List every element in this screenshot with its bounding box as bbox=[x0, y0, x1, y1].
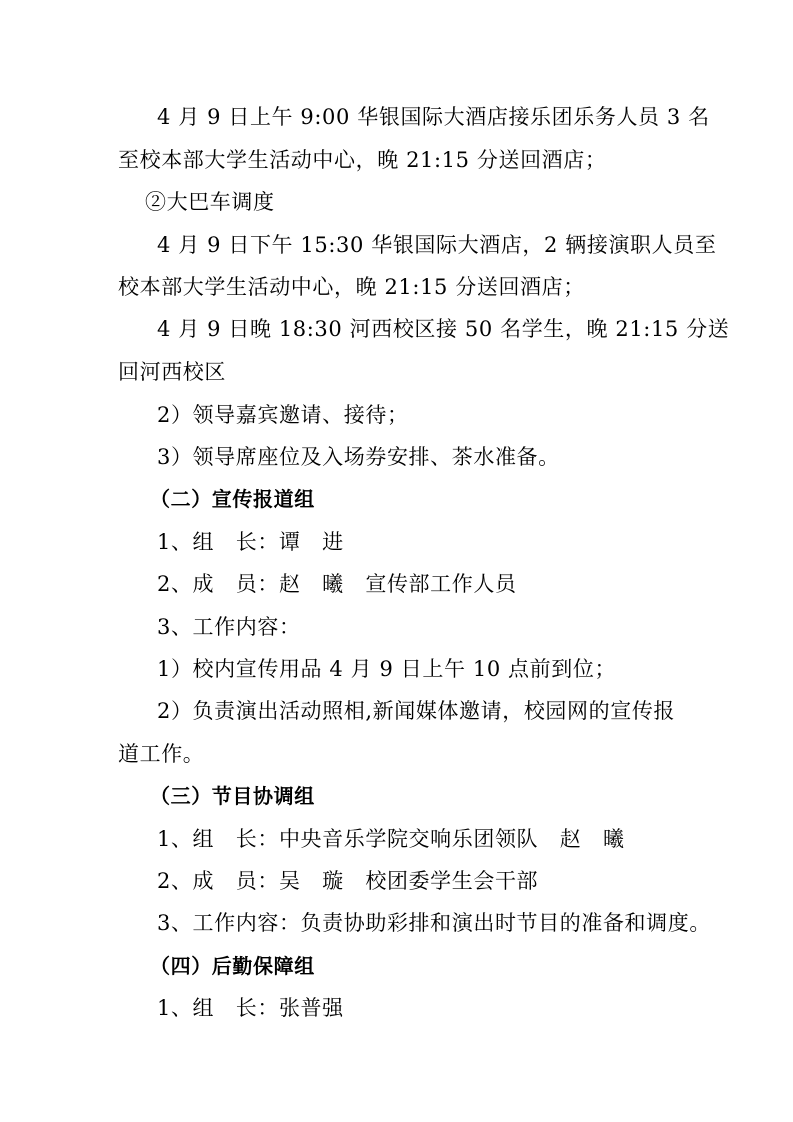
paragraph-line-15: 道工作。 bbox=[118, 742, 205, 766]
paragraph-line-1: 4 月 9 日上午 9:00 华银国际大酒店接乐团乐务人员 3 名 bbox=[157, 105, 710, 129]
section-heading-publicity: （二）宣传报道组 bbox=[150, 487, 315, 511]
paragraph-line-9: 3）领导席座位及入场券安排、茶水准备。 bbox=[157, 445, 560, 469]
paragraph-line-11: 2、成 员：赵 曦 宣传部工作人员 bbox=[157, 572, 517, 596]
section-heading-logistics: （四）后勤保障组 bbox=[150, 954, 315, 978]
paragraph-line-8: 2）领导嘉宾邀请、接待； bbox=[157, 403, 409, 427]
paragraph-line-7: 回河西校区 bbox=[118, 360, 226, 384]
paragraph-line-19: 1、组 长：张普强 bbox=[157, 996, 344, 1020]
paragraph-line-2: 至校本部大学生活动中心，晚 21:15 分送回酒店； bbox=[118, 148, 607, 172]
paragraph-line-14: 2）负责演出活动照相,新闻媒体邀请，校园网的宣传报 bbox=[157, 699, 676, 723]
paragraph-line-6: 4 月 9 日晚 18:30 河西校区接 50 名学生，晚 21:15 分送 bbox=[157, 317, 730, 341]
paragraph-line-3: ②大巴车调度 bbox=[145, 190, 275, 214]
paragraph-line-16: 1、组 长：中央音乐学院交响乐团领队 赵 曦 bbox=[157, 827, 625, 851]
paragraph-line-17: 2、成 员：吴 璇 校团委学生会干部 bbox=[157, 869, 539, 893]
paragraph-line-12: 3、工作内容： bbox=[157, 615, 301, 639]
section-heading-program: （三）节目协调组 bbox=[150, 784, 315, 808]
paragraph-line-13: 1）校内宣传用品 4 月 9 日上午 10 点前到位； bbox=[157, 657, 617, 681]
paragraph-line-5: 校本部大学生活动中心，晚 21:15 分送回酒店； bbox=[118, 275, 585, 299]
paragraph-line-18: 3、工作内容：负责协助彩排和演出时节目的准备和调度。 bbox=[157, 911, 711, 935]
paragraph-line-10: 1、组 长：谭 进 bbox=[157, 530, 344, 554]
paragraph-line-4: 4 月 9 日下午 15:30 华银国际大酒店，2 辆接演职人员至 bbox=[157, 233, 717, 257]
